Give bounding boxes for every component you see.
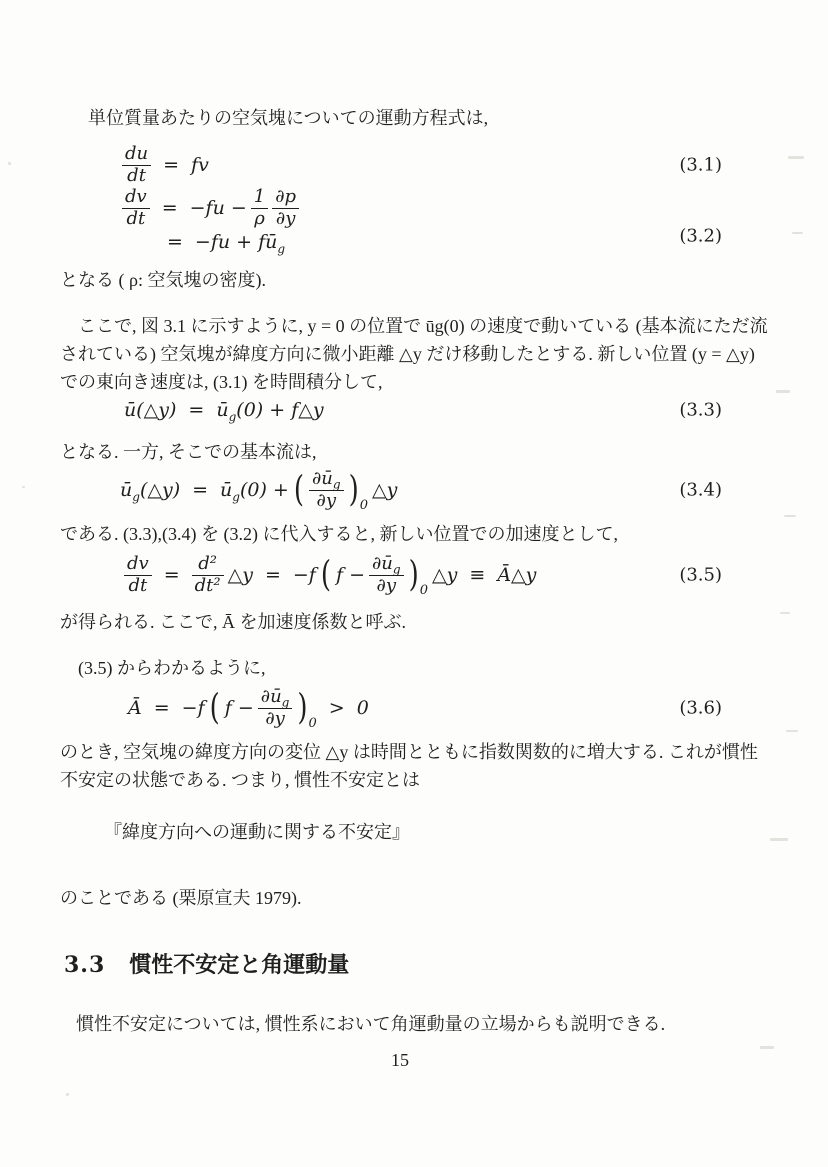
subscript-0: 0	[308, 716, 317, 732]
fraction-denominator: ρ	[254, 207, 265, 229]
scan-artifact	[760, 1046, 774, 1049]
subscript-0: 0	[359, 498, 369, 514]
scan-artifact	[8, 162, 11, 165]
fraction-numerator	[309, 469, 344, 490]
paragraph-acceleration-coefficient: が得られる. ここで, Ā を加速度係数と呼ぶ.	[60, 612, 406, 632]
math-text: ∂ū	[260, 685, 282, 707]
fraction-numerator: 1	[253, 185, 266, 207]
equation-3-6	[0, 686, 828, 730]
paren-glyph: (	[320, 554, 331, 595]
open-paren	[293, 469, 305, 510]
equation-3-1	[0, 144, 828, 186]
paren-glyph: )	[348, 469, 359, 510]
fraction-numerator	[258, 687, 293, 708]
fraction-denominator: ∂y	[316, 489, 337, 511]
paragraph-basic-flow: となる. 一方, そこでの基本流は,	[60, 442, 317, 462]
fraction-numerator	[369, 554, 404, 575]
math-term: △y	[372, 478, 398, 501]
fraction-denominator: dt	[128, 574, 148, 596]
paren-glyph: )	[408, 554, 419, 595]
math-term	[216, 399, 323, 422]
math-term	[195, 231, 285, 254]
equivalence-sign: ≡	[469, 564, 486, 586]
equals-sign: =	[163, 154, 180, 176]
equals-sign: =	[161, 197, 178, 219]
math-text: (0) +	[239, 478, 289, 501]
math-text: ū	[220, 478, 233, 501]
math-term: fv	[191, 153, 209, 176]
fraction-denominator: dt	[126, 207, 146, 229]
paragraph-inertial-instability	[60, 738, 758, 794]
equation-3-2-line1	[0, 186, 828, 230]
math-term: Ā	[128, 696, 142, 719]
text-line: のとき, 空気塊の緯度方向の変位 △y は時間とともに指数関数的に増大する. これが慣性	[60, 742, 758, 762]
equation-tag-3-4: (3.4)	[679, 479, 722, 501]
fraction-numerator: dv	[125, 185, 147, 207]
equation-3-2-line2	[0, 225, 828, 256]
subscript-0: 0	[419, 583, 429, 599]
paragraph-intro: 単位質量あたりの空気塊についての運動方程式は,	[88, 108, 489, 128]
math-term: −f	[292, 563, 316, 586]
equation-tag-3-1: (3.1)	[679, 154, 722, 176]
fraction-denominator: dt²	[194, 574, 221, 596]
fraction-denominator: dt	[127, 164, 146, 186]
math-term: ū(△y)	[124, 398, 177, 421]
paragraph-reference: のことである (栗原宣夫 1979).	[60, 888, 302, 908]
math-term: −f	[181, 696, 205, 719]
math-text: −fu + fū	[194, 230, 278, 253]
math-term	[220, 479, 289, 502]
paren-glyph: (	[293, 469, 304, 510]
paragraph-parcel-displacement	[60, 312, 768, 396]
math-text: (0) + f△y	[236, 398, 324, 421]
quote-definition: 『緯度方向への運動に関する不安定』	[104, 822, 410, 842]
subscript-g: g	[392, 562, 401, 577]
text-line: されている) 空気塊が緯度方向に微小距離 △y だけ移動したとする. 新しい位置 (y = △y)	[60, 344, 755, 364]
equals-sign: =	[163, 564, 180, 586]
fraction-denominator: ∂y	[275, 207, 296, 229]
section-heading	[64, 948, 349, 979]
page-number: 15	[391, 1050, 409, 1070]
math-term: △y	[227, 563, 253, 586]
paragraph-substitution: である. (3.3),(3.4) を (3.2) に代入すると, 新しい位置での加速度として,	[60, 524, 618, 544]
text-line: ここで, 図 3.1 に示すように, y = 0 の位置で ūg(0) の速度で動いている (基本流にただ流	[78, 316, 768, 336]
math-term: 0	[356, 696, 369, 719]
fraction-dv-dt	[124, 554, 152, 596]
subscript-g: g	[228, 409, 237, 424]
math-text: ū	[216, 398, 229, 421]
fraction-denominator: ∂y	[265, 707, 285, 729]
fraction-numerator: ∂p	[275, 185, 297, 207]
fraction-1-rho	[251, 187, 268, 229]
equation-tag-3-5: (3.5)	[679, 564, 722, 586]
close-paren-sub0	[296, 687, 317, 732]
math-term: △y	[432, 563, 458, 586]
paragraph-angular-momentum: 慣性不安定については, 慣性系において角運動量の立場からも説明できる.	[76, 1014, 666, 1034]
equals-sign: =	[192, 479, 209, 501]
math-text: ∂ū	[372, 552, 393, 574]
fraction-dug-dy	[309, 469, 344, 511]
subscript-g: g	[232, 489, 240, 504]
equals-sign: =	[167, 231, 183, 253]
section-title: 慣性不安定と角運動量	[129, 952, 350, 978]
equation-tag-3-6: (3.6)	[679, 697, 722, 719]
scan-artifact	[66, 1093, 69, 1096]
close-paren-sub0	[348, 469, 369, 514]
greater-than-sign: >	[328, 697, 345, 719]
fraction-du-dt	[122, 144, 151, 186]
scan-artifact	[780, 612, 790, 614]
equals-sign: =	[188, 399, 205, 421]
math-text: (△y)	[139, 478, 181, 501]
equals-sign: =	[264, 564, 281, 586]
math-text: ∂ū	[312, 467, 333, 489]
scan-artifact	[770, 838, 788, 841]
math-term: −fu −	[189, 196, 247, 219]
subscript-g: g	[332, 477, 341, 492]
close-paren-sub0	[408, 554, 429, 599]
subscript-g: g	[132, 489, 140, 504]
equation-3-5	[0, 552, 828, 598]
fraction-dug-dy	[258, 687, 293, 729]
math-text: ū	[120, 478, 133, 501]
equals-sign: =	[153, 697, 170, 719]
paren-glyph: (	[209, 687, 220, 728]
paren-glyph: )	[297, 687, 308, 728]
scan-artifact	[22, 486, 25, 488]
math-term: f −	[224, 696, 254, 719]
fraction-denominator: ∂y	[376, 574, 397, 596]
fraction-dug-dy	[369, 554, 404, 596]
text-line: での東向き速度は, (3.1) を時間積分して,	[60, 372, 383, 392]
scan-artifact	[786, 730, 798, 732]
math-term	[120, 479, 180, 502]
math-term: Ā△y	[497, 563, 537, 586]
fraction-dp-dy	[272, 187, 299, 229]
fraction-d2-dt2	[192, 554, 224, 596]
paragraph-from-eq35: (3.5) からわかるように,	[78, 658, 266, 678]
fraction-dv-dt	[122, 187, 150, 229]
equation-tag-3-3: (3.3)	[679, 399, 722, 421]
equation-3-3	[0, 396, 828, 424]
open-paren	[209, 687, 221, 728]
scan-artifact	[784, 515, 796, 517]
equation-tag-3-2: (3.2)	[679, 225, 722, 247]
section-number: 3.3	[64, 952, 106, 978]
text-line: 不安定の状態である. つまり, 慣性不安定とは	[60, 770, 420, 790]
open-paren	[320, 554, 332, 595]
scan-artifact	[788, 156, 804, 159]
paragraph-density-note: となる ( ρ: 空気塊の密度).	[60, 270, 266, 290]
fraction-numerator: dv	[127, 552, 149, 574]
scan-artifact	[792, 232, 803, 234]
subscript-g: g	[281, 695, 290, 710]
fraction-numerator: d²	[198, 552, 217, 574]
math-term: f −	[336, 563, 365, 586]
subscript-g: g	[277, 241, 286, 256]
equation-3-4	[0, 466, 828, 514]
fraction-numerator: du	[125, 142, 149, 164]
scan-artifact	[776, 390, 790, 393]
